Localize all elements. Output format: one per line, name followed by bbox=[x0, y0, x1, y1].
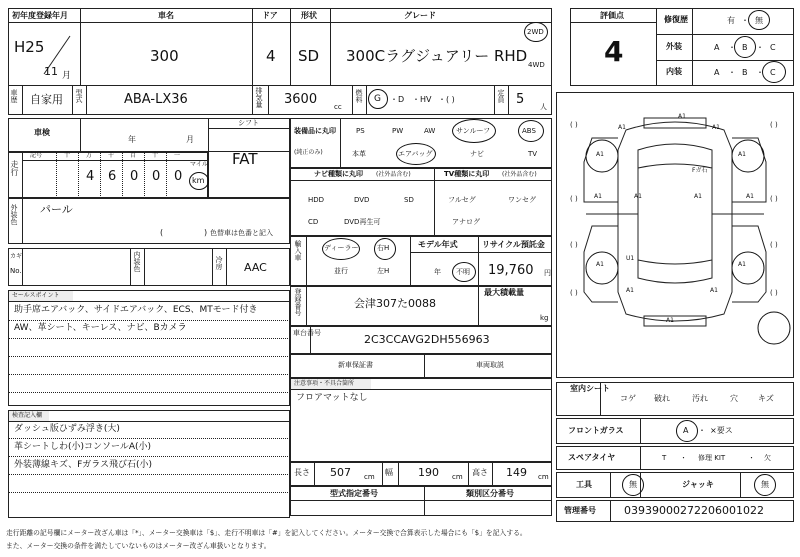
equip-tv: TV bbox=[528, 150, 538, 158]
model-value: ABA-LX36 bbox=[124, 92, 188, 107]
height-label: 高さ bbox=[472, 468, 488, 477]
grade-value: 300Cラグジュアリー RHD bbox=[346, 47, 528, 65]
navi-hdd: HDD bbox=[308, 196, 325, 204]
cabin-item: 破れ bbox=[654, 394, 670, 403]
damage-mark: A1 bbox=[626, 287, 634, 294]
import-label: 輸入車 bbox=[294, 240, 302, 261]
model-year-unit: 年 bbox=[434, 268, 441, 276]
spare-missing: 欠 bbox=[764, 454, 771, 462]
tv-sub: (社外品含む) bbox=[502, 171, 537, 178]
windshield-a: A bbox=[683, 426, 689, 435]
model-year-unknown: 不明 bbox=[456, 268, 470, 276]
registration-value: 会津307た0088 bbox=[354, 297, 436, 310]
chassis-label: 車台番号 bbox=[293, 329, 321, 337]
displacement-value: 3600 bbox=[284, 92, 318, 107]
navi-dvd: DVD bbox=[354, 196, 370, 204]
damage-mark: A1 bbox=[596, 261, 604, 268]
notes-box bbox=[290, 378, 552, 462]
windshield-replace: ×要ス bbox=[710, 426, 733, 435]
repair-no: 無 bbox=[755, 16, 763, 25]
digit: 0 bbox=[152, 169, 161, 184]
tv-analog: アナログ bbox=[452, 218, 480, 226]
car-outline-diagram bbox=[556, 92, 794, 378]
recycle-value: 19,760 bbox=[488, 263, 534, 278]
inspector-label: 検査記入欄 bbox=[12, 412, 43, 419]
color-note-close: ) bbox=[204, 228, 208, 237]
first-reg-label: 初年度登録年月 bbox=[12, 11, 68, 20]
damage-mark: A1 bbox=[738, 261, 746, 268]
damage-mark: A1 bbox=[738, 151, 746, 158]
cabin-label: 室内シート bbox=[570, 384, 610, 393]
digit-header: 十 bbox=[152, 152, 159, 159]
recycle-label: リサイクル預託金 bbox=[482, 240, 545, 249]
sales-point-line: 助手席エアバック、サイドエアバック、ECS、MTモード付き bbox=[14, 305, 258, 315]
drive-2wd: 2WD bbox=[527, 28, 544, 36]
digit: 0 bbox=[130, 169, 139, 184]
navi-label: ナビ種類に丸印 bbox=[314, 170, 363, 178]
equipment-label: 装備品に丸印 bbox=[294, 127, 336, 135]
damage-mark: A1 bbox=[634, 193, 642, 200]
inspection-year-unit: 年 bbox=[128, 135, 136, 144]
shift-label: シフト bbox=[238, 119, 259, 127]
wheel-rear-left bbox=[586, 252, 618, 284]
exterior-label: 外装 bbox=[666, 42, 682, 51]
cabin-item: コゲ bbox=[620, 394, 636, 403]
navi-cd: CD bbox=[308, 218, 319, 226]
inspection-month-unit: 月 bbox=[186, 135, 194, 144]
grade-label: グレード bbox=[404, 11, 436, 20]
equip-airbag: エアバッグ bbox=[398, 150, 433, 158]
fuel-other: ( ) bbox=[446, 95, 455, 104]
damage-mark: A1 bbox=[618, 124, 626, 131]
cabin-item: 汚れ bbox=[692, 394, 708, 403]
interior-a: A bbox=[714, 68, 720, 77]
displacement-unit: cc bbox=[334, 103, 342, 111]
paren-mark: ( ) bbox=[570, 195, 578, 203]
color-note-open: ( bbox=[160, 228, 164, 237]
equipment-sub: (純正のみ) bbox=[294, 149, 323, 156]
key-label: カギ bbox=[10, 253, 23, 260]
drive-4wd: 4WD bbox=[528, 61, 545, 69]
shape-value: SD bbox=[298, 47, 320, 65]
mileage-label: 走行 bbox=[10, 160, 19, 176]
type-number-label: 型式指定番号 bbox=[330, 489, 378, 498]
paren-mark: ( ) bbox=[770, 121, 778, 129]
interior-b: B bbox=[742, 68, 748, 77]
notes-label: 注意事項・不具合箇所 bbox=[294, 380, 355, 387]
usage-row bbox=[8, 85, 552, 115]
tools-value: 無 bbox=[629, 480, 637, 489]
damage-mark: A1 bbox=[678, 113, 686, 120]
car-name: 300 bbox=[150, 47, 179, 65]
repair-label: 修復歴 bbox=[664, 15, 688, 24]
fuel-label: 燃料 bbox=[355, 89, 363, 103]
digit: 0 bbox=[174, 169, 183, 184]
exterior-b: B bbox=[742, 43, 748, 52]
exterior-a: A bbox=[714, 43, 720, 52]
navi-sd: SD bbox=[404, 196, 414, 204]
unit-km: km bbox=[192, 176, 205, 185]
first-reg-era: H25 bbox=[14, 38, 45, 56]
color-note: 色替車は色番と記入 bbox=[210, 229, 273, 237]
height-unit: cm bbox=[538, 473, 549, 481]
warranty-box bbox=[290, 354, 552, 378]
paren-mark: ( ) bbox=[570, 121, 578, 129]
import-parallel: 並行 bbox=[334, 267, 348, 275]
damage-mark-glass: Fガ石 bbox=[692, 167, 708, 174]
spare-label: スペアタイヤ bbox=[568, 453, 616, 462]
digit-header: 千 bbox=[108, 152, 115, 159]
fuel-g: G bbox=[374, 94, 381, 104]
management-label: 管理番号 bbox=[564, 506, 596, 515]
fuel-hv: HV bbox=[420, 95, 432, 104]
cabin-item: 穴 bbox=[730, 394, 738, 403]
wheel-spare bbox=[758, 312, 790, 344]
length-label: 長さ bbox=[294, 468, 310, 477]
sales-point-line: AW、革シート、キーレス、ナビ、Bカメラ bbox=[14, 323, 187, 333]
interior-label: 内装 bbox=[666, 67, 682, 76]
inspector-line: 外装薄線キズ、Fガラス飛び石(小) bbox=[14, 460, 153, 470]
length-unit: cm bbox=[364, 473, 375, 481]
recycle-unit: 円 bbox=[544, 269, 551, 277]
width-unit: cm bbox=[452, 473, 463, 481]
notes-text: フロアマットなし bbox=[296, 393, 368, 403]
navi-sub: (社外品含む) bbox=[376, 171, 411, 178]
first-reg-month-unit: 月 bbox=[62, 71, 72, 81]
damage-mark-u1: U1 bbox=[626, 255, 635, 262]
capacity-value: 5 bbox=[516, 92, 525, 107]
height-value: 149 bbox=[506, 466, 527, 479]
tv-fullseg: フルセグ bbox=[448, 196, 476, 204]
door-label: ドア bbox=[262, 11, 278, 20]
usage-value: 自家用 bbox=[30, 93, 63, 106]
interior-color-label: 内装色 bbox=[133, 251, 141, 272]
shift-value: FAT bbox=[232, 150, 258, 168]
damage-mark: A1 bbox=[694, 193, 702, 200]
digit-header: 万 bbox=[86, 152, 93, 159]
door-value: 4 bbox=[266, 47, 276, 65]
inspector-line: 革シートしわ(小)コンソールA(小) bbox=[14, 442, 152, 452]
inspection-label: 車検 bbox=[34, 128, 50, 137]
model-year-label: モデル年式 bbox=[418, 240, 458, 249]
equip-navi: ナビ bbox=[470, 150, 484, 158]
paren-mark: ( ) bbox=[570, 241, 578, 249]
score-label: 評価点 bbox=[600, 11, 624, 20]
displacement-label: 排気量 bbox=[255, 87, 263, 108]
new-car-warranty: 新車保証書 bbox=[338, 361, 373, 369]
damage-mark: A1 bbox=[594, 193, 602, 200]
width-value: 190 bbox=[418, 466, 439, 479]
unit-mile: マイル bbox=[190, 161, 208, 168]
tv-label: TV種類に丸印 bbox=[444, 170, 490, 178]
footer-note-line1: 走行距離の記号欄にメーター改ざん車は「*」、メーター交換車は「$」、走行不明車は「#」を記入してください。メーター交換で合算表示した場合にも「$」を記入する。 bbox=[6, 529, 527, 537]
wheel-rear-right bbox=[732, 252, 764, 284]
ac-value: AAC bbox=[244, 261, 267, 274]
shape-label: 形状 bbox=[301, 11, 317, 20]
damage-mark: A1 bbox=[596, 151, 604, 158]
jack-value: 無 bbox=[761, 480, 769, 489]
tv-oneseg: ワンセグ bbox=[508, 196, 536, 204]
digit: 6 bbox=[108, 169, 117, 184]
class-number-label: 類別区分番号 bbox=[466, 489, 514, 498]
equip-aw: AW bbox=[424, 127, 436, 135]
first-reg-month: 11 bbox=[44, 65, 58, 78]
equip-abs: ABS bbox=[522, 127, 536, 135]
paren-mark: ( ) bbox=[770, 241, 778, 249]
equip-leather: 本革 bbox=[352, 150, 366, 158]
sales-points-label: セールスポイント bbox=[12, 292, 60, 299]
paren-mark: ( ) bbox=[570, 289, 578, 297]
usage-label: 車歴 bbox=[10, 89, 18, 103]
fuel-d: D bbox=[398, 95, 405, 104]
length-value: 507 bbox=[330, 466, 351, 479]
digit-header: 記号 bbox=[30, 152, 43, 159]
management-value: 03939000272206001022 bbox=[624, 504, 764, 517]
equip-sunroof: サンルーフ bbox=[456, 127, 491, 135]
color-value: パール bbox=[40, 203, 73, 216]
ac-label: 冷房 bbox=[215, 256, 223, 270]
no-label: No. bbox=[10, 267, 22, 275]
chassis-value: 2C3CCAVG2DH556963 bbox=[364, 333, 490, 346]
interior-c: C bbox=[770, 68, 776, 77]
jack-label: ジャッキ bbox=[682, 480, 714, 489]
paren-mark: ( ) bbox=[770, 195, 778, 203]
exterior-c: C bbox=[770, 43, 776, 52]
car-name-label: 車名 bbox=[158, 11, 174, 20]
spare-t: T bbox=[662, 454, 667, 462]
inspector-line: ダッシュ版ひずみ浮き(大) bbox=[14, 424, 120, 434]
navi-dvd-playback: DVD再生可 bbox=[344, 218, 381, 226]
capacity-label: 定員 bbox=[497, 89, 505, 103]
equip-pw: PW bbox=[392, 127, 404, 135]
color-label: 外装色 bbox=[10, 204, 18, 225]
paren-mark: ( ) bbox=[770, 289, 778, 297]
digit-header: 一 bbox=[174, 152, 181, 159]
windshield-label: フロントガラス bbox=[568, 426, 624, 435]
tools-label: 工具 bbox=[576, 480, 592, 489]
capacity-unit: 人 bbox=[540, 103, 547, 111]
repair-yes: 有 bbox=[727, 16, 735, 25]
footer-note-line2: また、メーター交換の条件を満たしていないものはメーター改ざん車扱いとなります。 bbox=[6, 542, 271, 550]
import-right-h: 右H bbox=[377, 244, 390, 252]
cabin-item: キズ bbox=[758, 394, 774, 403]
model-label: 型式 bbox=[75, 89, 83, 103]
damage-mark: A1 bbox=[712, 124, 720, 131]
digit-header: 十 bbox=[64, 152, 71, 159]
equip-ps: PS bbox=[356, 127, 365, 135]
import-left-h: 左H bbox=[377, 267, 390, 275]
damage-mark: A1 bbox=[746, 193, 754, 200]
wheel-front-right bbox=[732, 140, 764, 172]
import-dealer: ディーラー bbox=[324, 244, 359, 252]
max-load-label: 最大積載量 bbox=[484, 288, 524, 297]
score-value: 4 bbox=[604, 35, 624, 68]
damage-mark: A1 bbox=[666, 317, 674, 324]
spare-kit: 修理 KIT bbox=[698, 454, 726, 462]
digit-header: 百 bbox=[130, 152, 137, 159]
damage-mark: A1 bbox=[710, 287, 718, 294]
width-label: 幅 bbox=[385, 468, 393, 477]
registration-label: 登録番号 bbox=[294, 288, 302, 316]
vehicle-manual: 車両取説 bbox=[476, 361, 504, 369]
max-load-unit: kg bbox=[540, 314, 549, 322]
digit: 4 bbox=[86, 169, 95, 184]
